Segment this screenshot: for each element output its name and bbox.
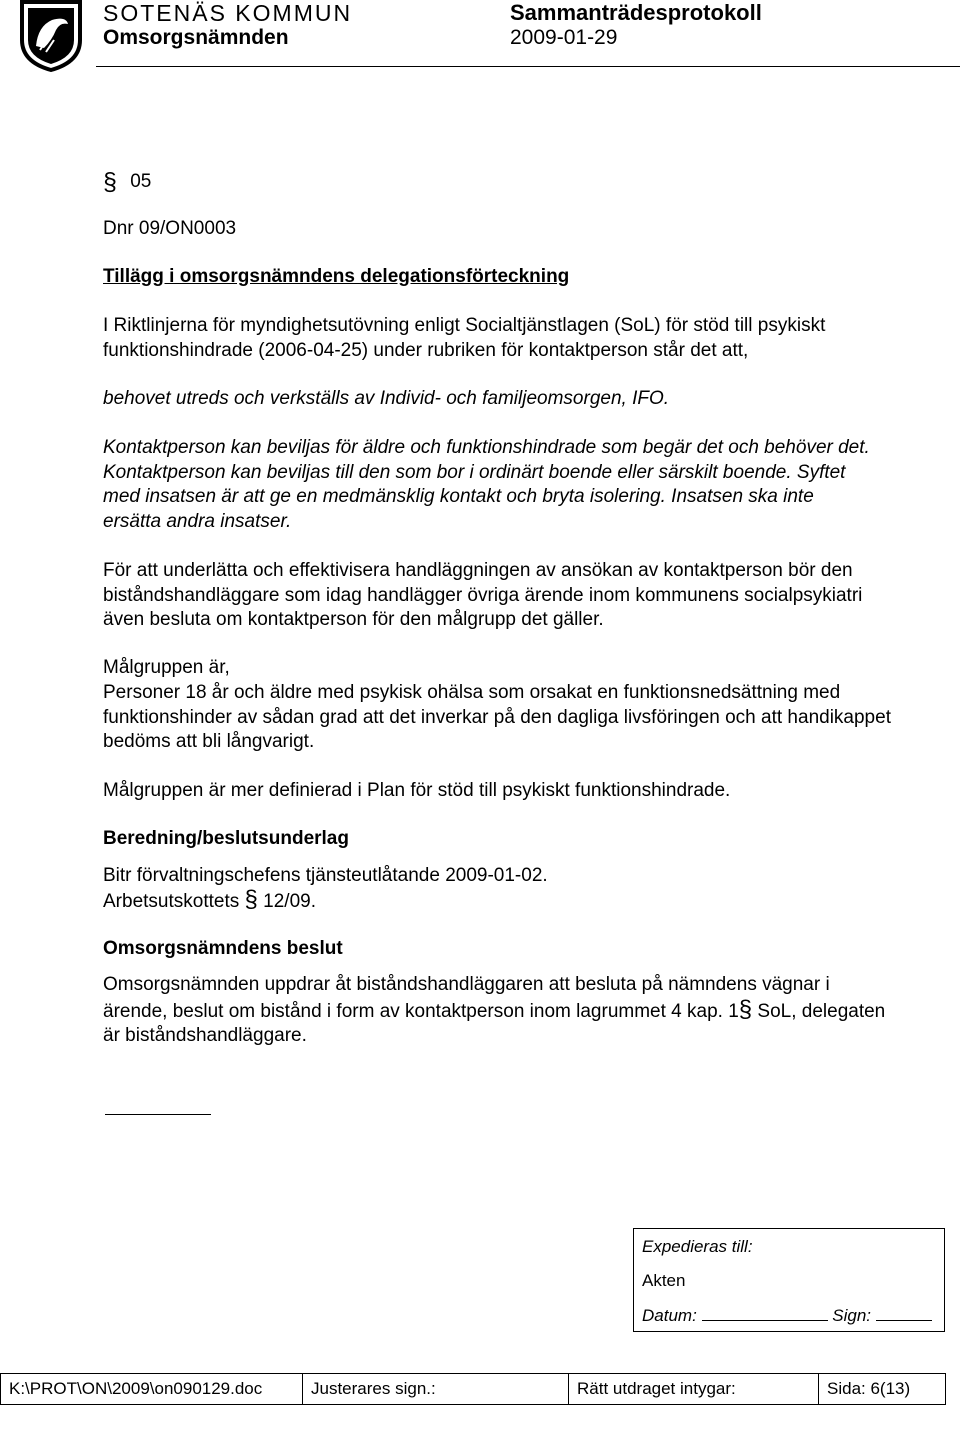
footer-file-path: K:\PROT\ON\2009\on090129.doc <box>1 1374 303 1404</box>
dispatch-box <box>633 1228 945 1332</box>
footer-certified-extract: Rätt utdraget intygar: <box>569 1374 819 1404</box>
rationale-paragraph: För att underlätta och effektivisera handläggningen av ansökan av kontaktperson bör den biståndshandläggare som idag handlägger övriga ärende inom kommunens socialpsykiatri även besluta om kontaktperson för den målgrupp det gäller. <box>103 560 863 630</box>
section-title: Tillägg i omsorgsnämndens delegationsförteckning <box>103 266 570 287</box>
section-number-value: 05 <box>130 171 152 192</box>
dispatch-title: Expedieras till: <box>642 1237 753 1256</box>
decision-heading: Omsorgsnämndens beslut <box>103 938 343 959</box>
dispatch-date-label: Datum: <box>642 1306 697 1325</box>
preparation-line-2-prefix: Arbetsutskottets <box>103 891 245 912</box>
municipality-coat-of-arms-logo <box>18 0 84 72</box>
paragraph-mark: § <box>244 886 258 913</box>
preparation-line-2-suffix: 12/09. <box>257 891 316 912</box>
intro-paragraph: I Riktlinjerna för myndighetsutövning enligt Socialtjänstlagen (SoL) för stöd till psykiskt funktionshindrade (2006-04-25) under rubriken för kontaktperson står det att, <box>103 315 826 361</box>
preparation-line-2 <box>103 888 923 915</box>
board-name: Omsorgsnämnden <box>103 26 289 49</box>
paragraph-mark: § <box>103 168 117 196</box>
sign-blank-line <box>876 1306 932 1321</box>
preparation-line-1: Bitr förvaltningschefens tjänsteutlåtande 2009-01-02. <box>103 865 548 886</box>
decision-text-prefix: Omsorgsnämnden uppdrar åt biståndshandläggaren att besluta på nämndens vägnar i ärende, beslut om bistånd i form av kontaktperson inom lagrummet 4 kap. 1 <box>103 974 830 1022</box>
preparation-heading: Beredning/beslutsunderlag <box>103 828 349 849</box>
footer-adjuster-sign: Justerares sign.: <box>303 1374 569 1404</box>
dispatch-recipient: Akten <box>642 1271 686 1290</box>
organization-name: SOTENÄS KOMMUN <box>103 0 353 26</box>
document-type: Sammanträdesprotokoll <box>510 0 762 25</box>
section-number <box>103 168 151 197</box>
target-group-text: Personer 18 år och äldre med psykisk ohälsa som orsakat en funktionsnedsättning med funktionshinder av sådan grad att det inverkar på den dagliga livsföringen och att handikappet bedöms att bli långvarigt. <box>103 682 891 752</box>
meeting-date: 2009-01-29 <box>510 26 618 49</box>
decision-text-suffix: SoL, delegaten är biståndshandläggare. <box>103 1000 886 1046</box>
case-number: Dnr 09/ON0003 <box>103 218 237 239</box>
footer-table <box>0 1373 946 1405</box>
date-blank-line <box>702 1306 828 1321</box>
paragraph-mark: § <box>738 995 753 1023</box>
quoted-guideline-2: Kontaktperson kan beviljas för äldre och funktionshindrade som begär det och behöver det. Kontaktperson kan beviljas till den som bor i ordinärt boende eller särskilt boende. Syftet med insatsen är att ge en medmänsklig kontakt och bryta isolering. Insatsen ska inte ersätta andra insatser. <box>103 437 870 532</box>
dispatch-date-sign-row <box>642 1306 932 1326</box>
signature-line <box>105 1114 211 1115</box>
target-group-definition: Målgruppen är mer definierad i Plan för stöd till psykiskt funktionshindrade. <box>103 780 731 801</box>
footer-page-number: Sida: 6(13) <box>827 1379 911 1398</box>
quoted-guideline-1: behovet utreds och verkställs av Individ- och familjeomsorgen, IFO. <box>103 388 670 409</box>
header-divider <box>96 66 960 67</box>
dispatch-sign-label: Sign: <box>832 1306 872 1325</box>
target-group-heading: Målgruppen är, <box>103 657 230 678</box>
decision-text <box>103 973 893 1049</box>
